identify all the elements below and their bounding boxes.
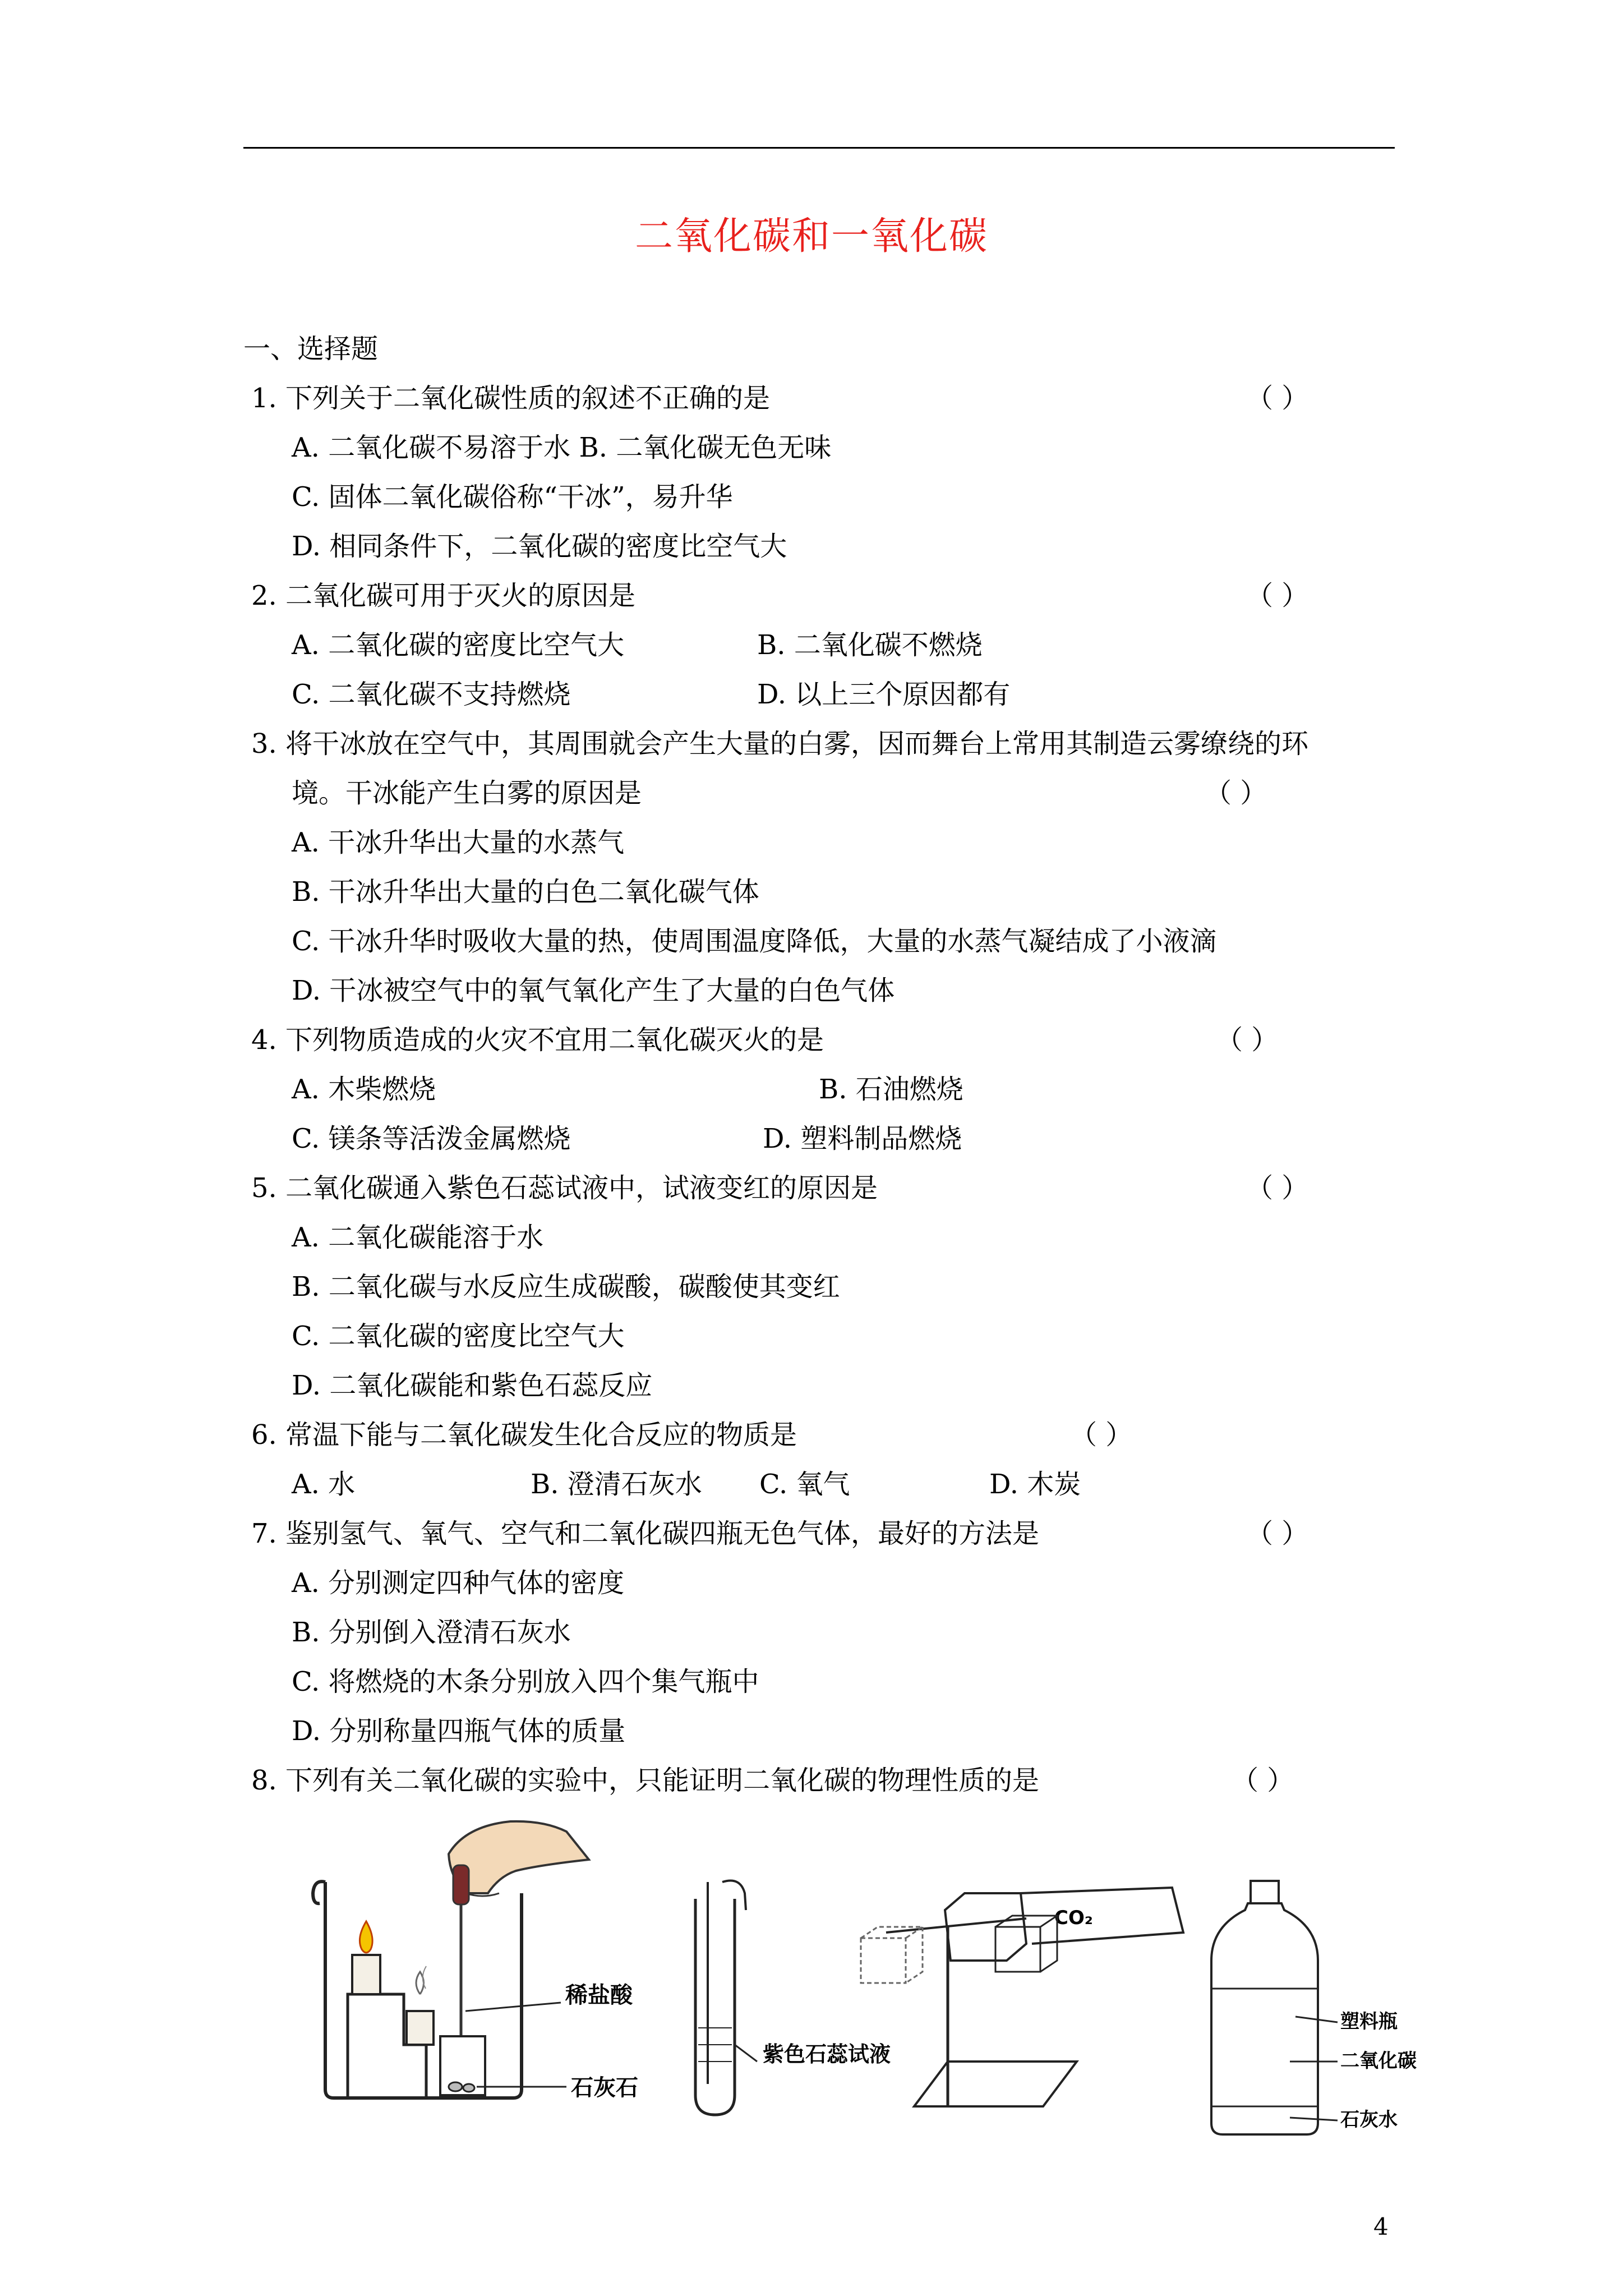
option-3b: B. 干冰升华出大量的白色二氧化碳气体	[292, 876, 759, 908]
dropper-bulb	[453, 1865, 469, 1904]
option-6c: C. 氧气	[759, 1469, 850, 1500]
label-bottle: 塑料瓶	[1340, 2010, 1398, 2033]
header-rule	[243, 147, 1395, 149]
option-5a: A. 二氧化碳能溶于水	[292, 1222, 544, 1253]
delivery-tube	[708, 1881, 746, 2085]
label-bottle-co2: 二氧化碳	[1340, 2050, 1417, 2072]
stand-base	[914, 2062, 1077, 2106]
option-2a: A. 二氧化碳的密度比空气大	[292, 629, 625, 661]
option-3c: C. 干冰升华时吸收大量的热，使周围温度降低，大量的水蒸气凝结成了小液滴	[292, 926, 1217, 957]
question-2: 2. 二氧化碳可用于灭火的原因是	[251, 580, 636, 611]
option-7b: B. 分别倒入澄清石灰水	[292, 1617, 571, 1648]
answer-paren-3: （ ）	[1205, 777, 1267, 809]
option-2d: D. 以上三个原因都有	[757, 679, 1011, 710]
option-6d: D. 木炭	[989, 1469, 1081, 1500]
question-5: 5. 二氧化碳通入紫色石蕊试液中，试液变红的原因是	[251, 1172, 878, 1204]
option-5c: C. 二氧化碳的密度比空气大	[292, 1320, 625, 1352]
option-7c: C. 将燃烧的木条分别放入四个集气瓶中	[292, 1666, 759, 1697]
plastic-bottle	[1211, 1903, 1318, 2134]
box-left	[861, 1938, 906, 1983]
test-tube	[695, 1899, 735, 2115]
option-6a: A. 水	[292, 1469, 356, 1500]
answer-paren-1: （ ）	[1246, 383, 1309, 414]
section-heading: 一、选择题	[243, 333, 379, 365]
option-5d: D. 二氧化碳能和紫色石蕊反应	[292, 1370, 653, 1401]
label-co2: CO₂	[1054, 1907, 1093, 1929]
answer-paren-7: （ ）	[1246, 1518, 1309, 1549]
option-1ab: A. 二氧化碳不易溶于水 B. 二氧化碳无色无味	[292, 432, 832, 463]
bottle-cap	[1251, 1881, 1279, 1903]
option-1d: D. 相同条件下，二氧化碳的密度比空气大	[292, 531, 787, 562]
question-3: 3. 将干冰放在空气中，其周围就会产生大量的白雾，因而舞台上常用其制造云雾缭绕的环	[251, 728, 1309, 760]
figure-beaker-candles	[297, 1809, 679, 2123]
answer-paren-4: （ ）	[1216, 1024, 1279, 1056]
question-8: 8. 下列有关二氧化碳的实验中，只能证明二氧化碳的物理性质的是	[251, 1765, 1040, 1796]
figure-bottle	[1206, 1876, 1453, 2146]
step-stand	[348, 1994, 426, 2098]
figure-balance	[852, 1876, 1200, 2123]
question-6: 6. 常温下能与二氧化碳发生化合反应的物质是	[251, 1419, 797, 1451]
figure-test-tube	[673, 1876, 891, 2123]
option-2c: C. 二氧化碳不支持燃烧	[292, 679, 571, 710]
option-6b: B. 澄清石灰水	[531, 1469, 702, 1500]
option-3d: D. 干冰被空气中的氧气氧化产生了大量的白色气体	[292, 975, 895, 1006]
option-2b: B. 二氧化碳不燃烧	[757, 629, 983, 661]
question-4: 4. 下列物质造成的火灾不宜用二氧化碳灭火的是	[251, 1024, 824, 1056]
option-4d: D. 塑料制品燃烧	[763, 1123, 962, 1154]
option-4a: A. 木柴燃烧	[292, 1074, 436, 1105]
option-1c: C. 固体二氧化碳俗称“干冰”，易升华	[292, 481, 733, 513]
question-7: 7. 鉴别氢气、氧气、空气和二氧化碳四瓶无色气体，最好的方法是	[251, 1518, 1040, 1549]
label-limestone: 石灰石	[571, 2075, 638, 2101]
option-5b: B. 二氧化碳与水反应生成碳酸，碳酸使其变红	[292, 1271, 840, 1303]
page-number: 4	[1373, 2213, 1389, 2240]
flame-icon	[359, 1921, 372, 1953]
answer-paren-6: （ ）	[1070, 1419, 1133, 1451]
option-7d: D. 分别称量四瓶气体的质量	[292, 1715, 626, 1747]
label-limewater: 石灰水	[1340, 2109, 1398, 2131]
option-4b: B. 石油燃烧	[819, 1074, 963, 1105]
limestone-chunk	[449, 2082, 462, 2091]
answer-paren-5: （ ）	[1246, 1172, 1309, 1204]
answer-paren-8: （ ）	[1232, 1765, 1294, 1796]
candle-short	[407, 2011, 434, 2045]
page-title: 二氧化碳和一氧化碳	[634, 214, 988, 259]
question-1: 1. 下列关于二氧化碳性质的叙述不正确的是	[251, 383, 771, 414]
answer-paren-2: （ ）	[1246, 580, 1309, 611]
option-4c: C. 镁条等活泼金属燃烧	[292, 1123, 571, 1154]
question-3-cont: 境。干冰能产生白雾的原因是	[292, 777, 642, 809]
option-7a: A. 分别测定四种气体的密度	[292, 1567, 625, 1599]
label-acid: 稀盐酸	[565, 1982, 633, 2008]
box-right	[995, 1927, 1040, 1972]
label-litmus: 紫色石蕊试液	[763, 2042, 891, 2067]
option-3a: A. 干冰升华出大量的水蒸气	[292, 827, 625, 858]
candle-tall	[352, 1955, 380, 1994]
